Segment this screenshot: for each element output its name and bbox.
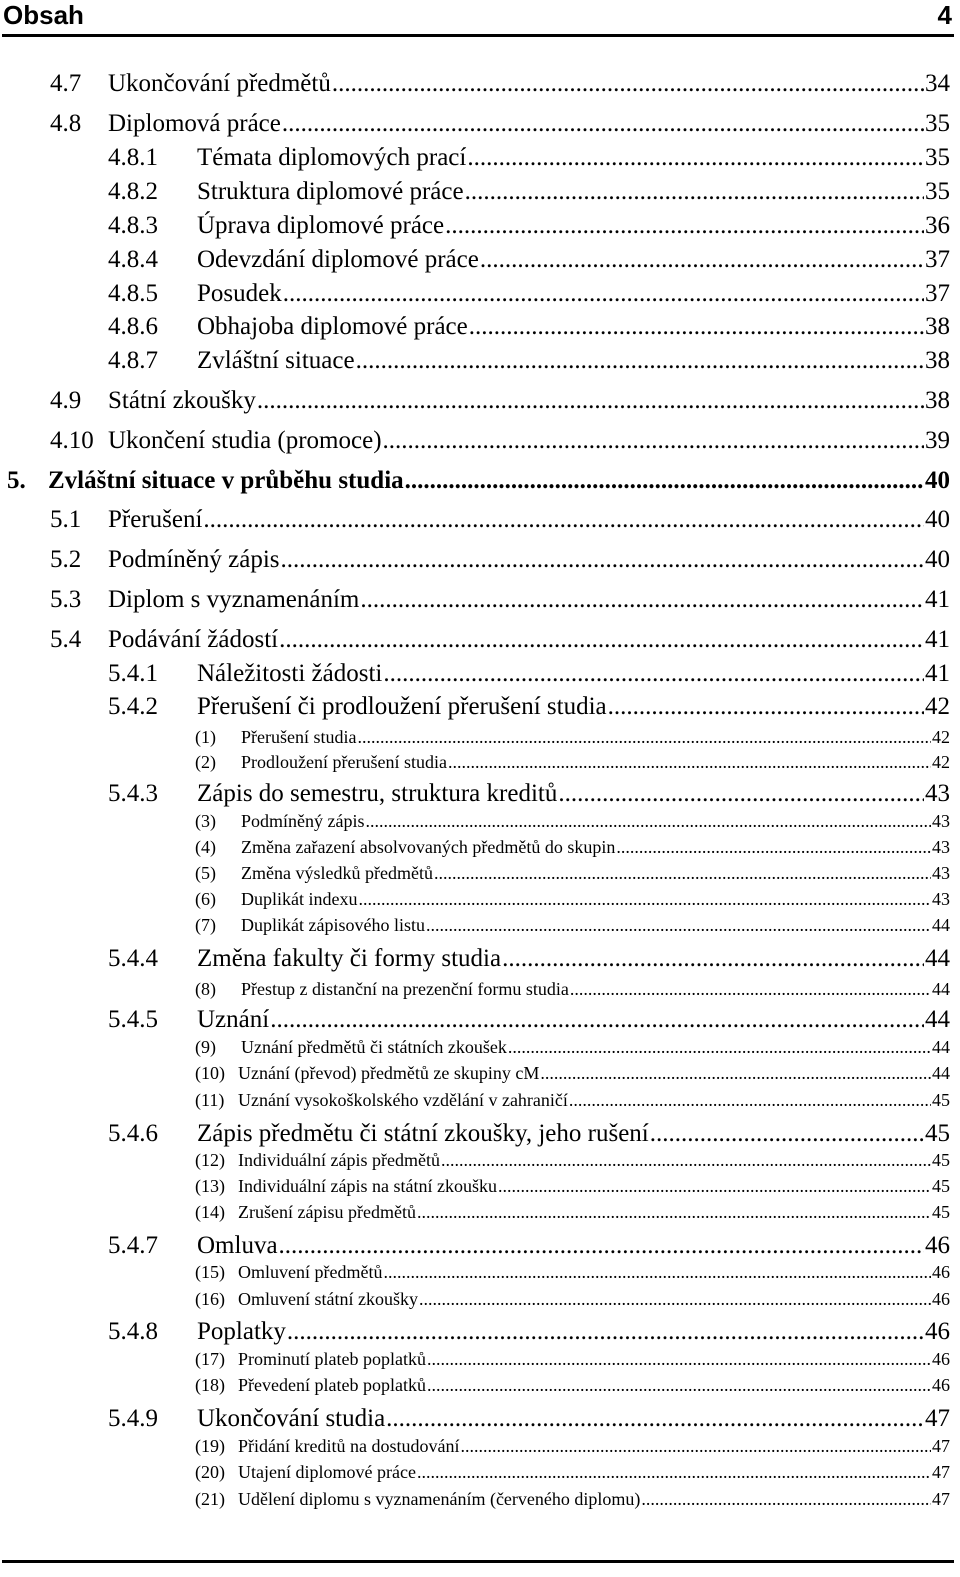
toc-entry-title: Diplom s vyznamenáním <box>108 586 360 613</box>
toc-entry-title: Podmíněný zápis <box>241 811 365 831</box>
toc-dot-leader <box>427 1375 931 1396</box>
toc-dot-leader <box>558 780 924 808</box>
toc-entry-page: 34 <box>925 70 950 97</box>
toc-entry-number: (7) <box>195 915 216 935</box>
toc-entry[interactable] <box>195 1037 950 1058</box>
toc-entry-page: 43 <box>925 780 950 807</box>
toc-dot-leader <box>356 347 924 375</box>
toc-entry[interactable] <box>108 1006 950 1034</box>
toc-entry[interactable] <box>195 837 950 858</box>
toc-entry-page: 38 <box>925 387 950 414</box>
toc-entry[interactable] <box>195 979 950 1000</box>
toc-entry-page: 43 <box>932 863 950 883</box>
toc-entry-number: 4.10 <box>50 427 94 454</box>
toc-entry-title: Podmíněný zápis <box>108 546 280 573</box>
toc-entry[interactable] <box>195 1375 950 1396</box>
toc-entry-number: 4.8.6 <box>108 313 158 340</box>
toc-entry-page: 43 <box>932 889 950 909</box>
toc-entry-number: 5.3 <box>50 586 82 613</box>
toc-entry-title: Změna výsledků předmětů <box>241 863 433 883</box>
toc-entry-page: 40 <box>925 546 950 573</box>
toc-dot-leader <box>434 863 931 884</box>
toc-entry-page: 46 <box>932 1349 950 1369</box>
toc-entry-title: Struktura diplomové práce <box>197 178 464 205</box>
toc-entry-number: (1) <box>195 727 216 747</box>
toc-entry-number: (17) <box>195 1349 225 1369</box>
toc-dot-leader <box>650 1120 924 1148</box>
toc-dot-leader <box>419 1289 931 1310</box>
toc-entry-title: Poplatky <box>197 1318 286 1345</box>
toc-dot-leader <box>386 1405 924 1433</box>
toc-entry-title: Duplikát zápisového listu <box>241 915 425 935</box>
toc-entry[interactable] <box>50 70 950 98</box>
toc-entry-number: 4.8.1 <box>108 144 158 171</box>
toc-entry[interactable] <box>195 1063 950 1084</box>
toc-entry-page: 41 <box>925 626 950 653</box>
toc-entry-number: (13) <box>195 1176 225 1196</box>
toc-entry-page: 35 <box>925 110 950 137</box>
toc-entry[interactable] <box>50 506 950 534</box>
toc-entry-title: Omluva <box>197 1232 278 1259</box>
toc-entry-number: (11) <box>195 1090 225 1110</box>
toc-entry-title: Přerušení či prodloužení přerušení studia <box>197 693 607 720</box>
toc-entry-page: 44 <box>932 1063 950 1083</box>
toc-entry-page: 44 <box>932 915 950 935</box>
toc-dot-leader <box>445 212 924 240</box>
toc-entry[interactable] <box>108 246 950 274</box>
toc-entry-number: 5.1 <box>50 506 82 533</box>
toc-entry[interactable] <box>195 1176 950 1197</box>
toc-entry-number: (12) <box>195 1150 225 1170</box>
toc-dot-leader <box>279 626 924 654</box>
toc-entry-page: 37 <box>925 280 950 307</box>
toc-entry-page: 46 <box>932 1262 950 1282</box>
toc-entry-title: Prominutí plateb poplatků <box>238 1349 426 1369</box>
toc-entry-page: 46 <box>932 1375 950 1395</box>
toc-entry-number: 4.8 <box>50 110 82 137</box>
toc-entry-title: Ukončování studia <box>197 1405 386 1432</box>
toc-entry-page: 42 <box>932 752 950 772</box>
toc-entry-title: Přerušení <box>108 506 203 533</box>
toc-entry[interactable] <box>50 626 950 654</box>
toc-entry-page: 35 <box>925 178 950 205</box>
toc-entry-page: 37 <box>925 246 950 273</box>
toc-entry[interactable] <box>195 915 950 936</box>
toc-dot-leader <box>366 811 932 832</box>
toc-entry-title: Diplomová práce <box>108 110 281 137</box>
toc-entry-number: 4.9 <box>50 387 82 414</box>
toc-entry[interactable] <box>108 693 950 721</box>
toc-entry[interactable] <box>108 347 950 375</box>
toc-entry-number: 5. <box>7 467 26 494</box>
toc-entry-page: 47 <box>932 1489 950 1509</box>
toc-entry[interactable] <box>108 212 950 240</box>
toc-entry[interactable] <box>195 1349 950 1370</box>
toc-entry-number: (10) <box>195 1063 225 1083</box>
page-title: Obsah <box>3 0 84 30</box>
toc-entry-number: 5.4.8 <box>108 1318 158 1345</box>
toc-entry-title: Duplikát indexu <box>241 889 358 909</box>
toc-entry-page: 46 <box>932 1289 950 1309</box>
toc-entry-number: 5.4.5 <box>108 1006 158 1033</box>
toc-dot-leader <box>383 427 924 455</box>
toc-entry-number: (6) <box>195 889 216 909</box>
toc-entry-page: 46 <box>925 1318 950 1345</box>
toc-dot-leader <box>508 1037 931 1058</box>
toc-entry-page: 46 <box>925 1232 950 1259</box>
toc-dot-leader <box>448 752 931 773</box>
toc-entry-title: Uznání <box>197 1006 270 1033</box>
toc-entry-number: 5.4.4 <box>108 945 158 972</box>
header-rule <box>2 34 954 37</box>
toc-entry-page: 42 <box>925 693 950 720</box>
toc-dot-leader <box>281 546 924 574</box>
toc-entry[interactable] <box>108 1318 950 1346</box>
toc-entry[interactable] <box>195 1150 950 1171</box>
toc-entry-page: 41 <box>925 660 950 687</box>
toc-entry-title: Odevzdání diplomové práce <box>197 246 479 273</box>
toc-entry-title: Uznání vysokoškolského vzdělání v zahraničí <box>238 1090 568 1110</box>
toc-entry-page: 36 <box>925 212 950 239</box>
toc-dot-leader <box>608 693 924 721</box>
toc-entry-title: Zápis do semestru, struktura kreditů <box>197 780 558 807</box>
toc-dot-leader <box>383 660 924 688</box>
toc-dot-leader <box>282 110 924 138</box>
toc-entry-number: 4.7 <box>50 70 82 97</box>
toc-entry-page: 43 <box>932 837 950 857</box>
toc-dot-leader <box>287 1318 924 1346</box>
toc-entry-page: 45 <box>925 1120 950 1147</box>
toc-entry-number: 4.8.3 <box>108 212 158 239</box>
toc-dot-leader <box>383 1262 931 1283</box>
toc-dot-leader <box>569 1090 931 1111</box>
toc-entry-number: 5.4.7 <box>108 1232 158 1259</box>
toc-entry[interactable] <box>108 1232 950 1260</box>
toc-entry-title: Uznání předmětů či státních zkoušek <box>241 1037 507 1057</box>
toc-dot-leader <box>480 246 924 274</box>
toc-entry-title: Témata diplomových prací <box>197 144 467 171</box>
toc-entry[interactable] <box>50 387 950 415</box>
toc-entry-page: 35 <box>925 144 950 171</box>
toc-entry-number: (21) <box>195 1489 225 1509</box>
toc-entry-number: (19) <box>195 1436 225 1456</box>
toc-entry-page: 45 <box>932 1176 950 1196</box>
toc-entry-title: Převedení plateb poplatků <box>238 1375 426 1395</box>
toc-entry-title: Obhajoba diplomové práce <box>197 313 468 340</box>
toc-entry-number: (9) <box>195 1037 216 1057</box>
toc-entry-number: (5) <box>195 863 216 883</box>
toc-entry-page: 40 <box>925 467 950 494</box>
toc-entry-number: 5.4.3 <box>108 780 158 807</box>
toc-entry-number: (2) <box>195 752 216 772</box>
toc-entry-number: (4) <box>195 837 216 857</box>
toc-dot-leader <box>616 837 931 858</box>
toc-entry[interactable] <box>195 1202 950 1223</box>
toc-entry[interactable] <box>195 1436 950 1457</box>
toc-dot-leader <box>641 1489 931 1510</box>
toc-entry-number: (20) <box>195 1462 225 1482</box>
toc-entry-number: 4.8.2 <box>108 178 158 205</box>
toc-entry[interactable] <box>108 1405 950 1433</box>
toc-entry-title: Utajení diplomové práce <box>238 1462 416 1482</box>
toc-entry-page: 45 <box>932 1150 950 1170</box>
toc-entry[interactable] <box>50 110 950 138</box>
toc-entry-page: 38 <box>925 313 950 340</box>
toc-entry[interactable] <box>108 1120 950 1148</box>
toc-dot-leader <box>405 467 924 495</box>
toc-dot-leader <box>540 1063 931 1084</box>
toc-entry-page: 45 <box>932 1090 950 1110</box>
toc-entry[interactable] <box>108 144 950 172</box>
toc-dot-leader <box>467 144 924 172</box>
toc-dot-leader <box>460 1436 931 1457</box>
toc-dot-leader <box>469 313 924 341</box>
toc-entry-title: Uznání (převod) předmětů ze skupiny cM <box>238 1063 540 1083</box>
toc-entry-page: 41 <box>925 586 950 613</box>
toc-dot-leader <box>570 979 931 1000</box>
toc-entry-page: 47 <box>925 1405 950 1432</box>
toc-entry-title: Změna zařazení absolvovaných předmětů do skupin <box>241 837 616 857</box>
toc-entry-title: Podávání žádostí <box>108 626 279 653</box>
toc-dot-leader <box>203 506 924 534</box>
toc-entry[interactable] <box>50 586 950 614</box>
toc-entry-page: 47 <box>932 1436 950 1456</box>
toc-entry-title: Ukončení studia (promoce) <box>108 427 382 454</box>
toc-entry[interactable] <box>195 889 950 910</box>
toc-dot-leader <box>417 1202 931 1223</box>
toc-entry-number: (15) <box>195 1262 225 1282</box>
toc-entry-number: 5.2 <box>50 546 82 573</box>
toc-entry-title: Státní zkoušky <box>108 387 256 414</box>
toc-entry[interactable] <box>108 660 950 688</box>
toc-entry-number: (18) <box>195 1375 225 1395</box>
toc-entry-number: 5.4 <box>50 626 82 653</box>
toc-entry-number: (14) <box>195 1202 225 1222</box>
toc-dot-leader <box>358 889 931 910</box>
toc-entry-number: 5.4.9 <box>108 1405 158 1432</box>
toc-entry-page: 44 <box>925 1006 950 1033</box>
toc-entry-page: 45 <box>932 1202 950 1222</box>
toc-entry-title: Zvláštní situace v průběhu studia <box>48 467 404 494</box>
toc-entry-title: Posudek <box>197 280 282 307</box>
toc-dot-leader <box>332 70 924 98</box>
toc-entry[interactable] <box>50 546 950 574</box>
toc-dot-leader <box>465 178 924 206</box>
toc-entry-title: Zvláštní situace <box>197 347 355 374</box>
toc-entry-number: 5.4.2 <box>108 693 158 720</box>
toc-entry-title: Přerušení studia <box>241 727 357 747</box>
toc-entry-title: Náležitosti žádosti <box>197 660 383 687</box>
toc-dot-leader <box>427 1349 931 1370</box>
toc-entry-page: 39 <box>925 427 950 454</box>
toc-entry[interactable] <box>195 1489 950 1510</box>
toc-dot-leader <box>360 586 924 614</box>
toc-entry[interactable] <box>195 863 950 884</box>
toc-entry-title: Přestup z distanční na prezenční formu studia <box>241 979 569 999</box>
toc-dot-leader <box>283 280 924 308</box>
toc-dot-leader <box>502 945 924 973</box>
toc-entry-title: Individuální zápis předmětů <box>238 1150 440 1170</box>
toc-entry-title: Omluvení státní zkoušky <box>238 1289 418 1309</box>
toc-entry-number: 5.4.6 <box>108 1120 158 1147</box>
toc-entry[interactable] <box>195 1262 950 1283</box>
toc-entry-page: 38 <box>925 347 950 374</box>
toc-dot-leader <box>498 1176 931 1197</box>
toc-entry-number: 5.4.1 <box>108 660 158 687</box>
toc-entry-title: Přidání kreditů na dostudování <box>238 1436 460 1456</box>
toc-entry-page: 44 <box>932 979 950 999</box>
toc-entry[interactable] <box>195 1462 950 1483</box>
toc-entry[interactable] <box>50 427 950 455</box>
toc-entry[interactable] <box>108 780 950 808</box>
toc-entry-title: Udělení diplomu s vyznamenáním (červeného diplomu) <box>238 1489 641 1509</box>
toc-entry[interactable] <box>108 280 950 308</box>
toc-entry-page: 47 <box>932 1462 950 1482</box>
toc-entry[interactable] <box>195 752 950 773</box>
toc-entry-title: Změna fakulty či formy studia <box>197 945 502 972</box>
toc-entry-number: (16) <box>195 1289 225 1309</box>
toc-entry-number: 4.8.4 <box>108 246 158 273</box>
toc-dot-leader <box>270 1006 924 1034</box>
toc-entry[interactable] <box>195 1289 950 1310</box>
toc-entry[interactable] <box>7 467 950 495</box>
toc-entry-page: 44 <box>932 1037 950 1057</box>
toc-entry[interactable] <box>108 313 950 341</box>
toc-entry-number: (8) <box>195 979 216 999</box>
toc-entry-page: 42 <box>932 727 950 747</box>
toc-dot-leader <box>357 727 931 748</box>
toc-entry[interactable] <box>195 727 950 748</box>
toc-entry[interactable] <box>195 1090 950 1111</box>
toc-entry-page: 44 <box>925 945 950 972</box>
toc-dot-leader <box>417 1462 931 1483</box>
toc-dot-leader <box>279 1232 924 1260</box>
toc-entry-title: Individuální zápis na státní zkoušku <box>238 1176 497 1196</box>
toc-entry-title: Zrušení zápisu předmětů <box>238 1202 416 1222</box>
toc-entry-title: Zápis předmětu či státní zkoušky, jeho rušení <box>197 1120 649 1147</box>
toc-entry-page: 43 <box>932 811 950 831</box>
toc-entry-title: Úprava diplomové práce <box>197 212 445 239</box>
toc-entry-title: Omluvení předmětů <box>238 1262 383 1282</box>
page-number: 4 <box>937 0 952 30</box>
toc-entry-number: 4.8.7 <box>108 347 158 374</box>
toc-entry-number: 4.8.5 <box>108 280 158 307</box>
toc-entry-title: Prodloužení přerušení studia <box>241 752 447 772</box>
toc-entry-title: Ukončování předmětů <box>108 70 331 97</box>
toc-entry-number: (3) <box>195 811 216 831</box>
toc-entry-page: 40 <box>925 506 950 533</box>
footer-rule <box>2 1560 954 1563</box>
toc-entry[interactable] <box>108 945 950 973</box>
toc-dot-leader <box>426 915 931 936</box>
toc-dot-leader <box>441 1150 931 1171</box>
toc-entry[interactable] <box>195 811 950 832</box>
toc-entry[interactable] <box>108 178 950 206</box>
toc-dot-leader <box>257 387 924 415</box>
